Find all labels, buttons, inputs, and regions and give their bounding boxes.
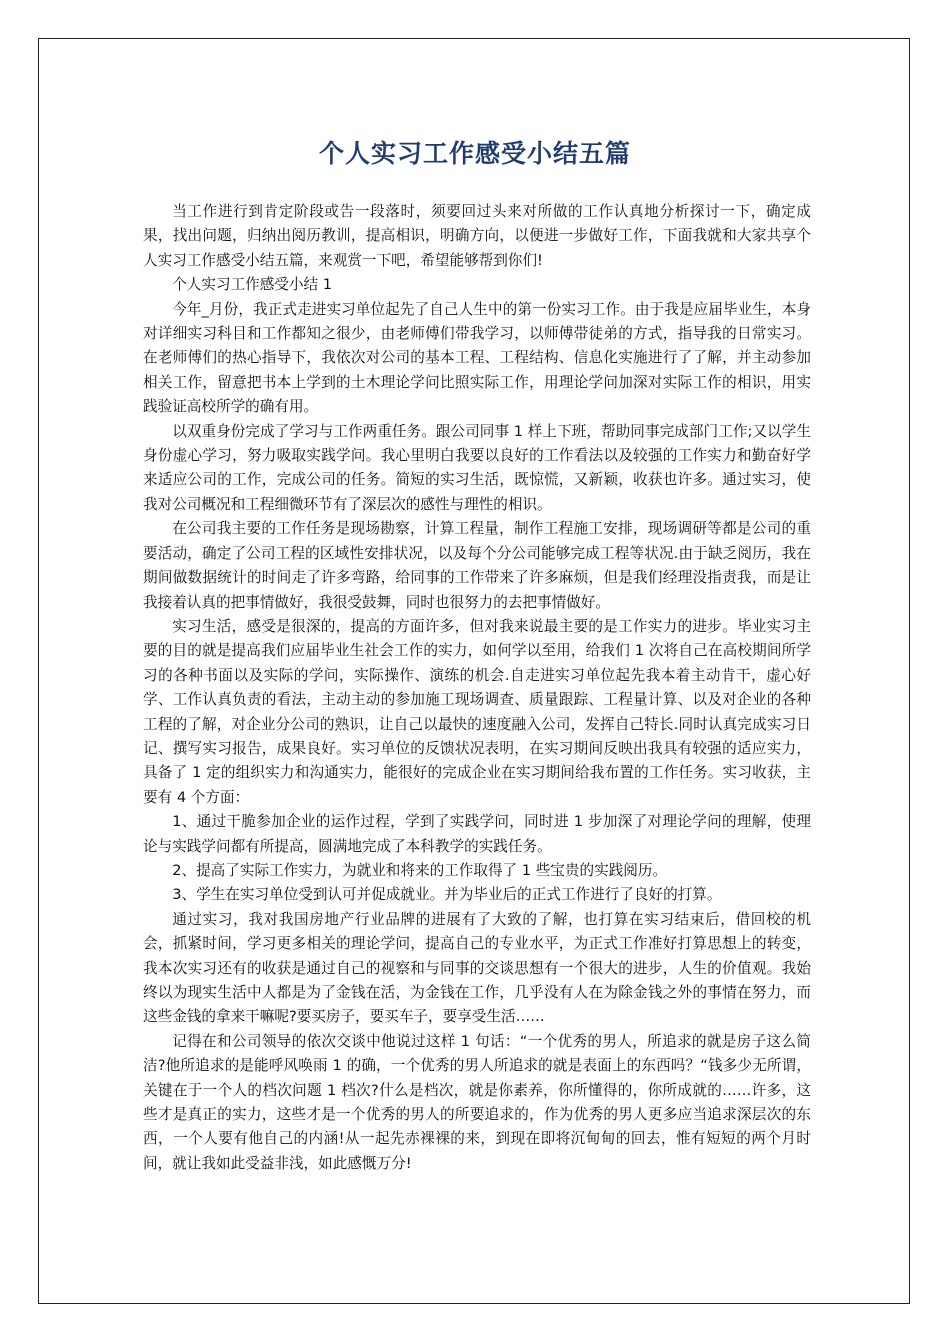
document-body	[143, 200, 811, 1176]
paragraph: 今年_月份，我正式走进实习单位起先了自己人生中的第一份实习工作。由于我是应届毕业生，本身对详细实习科目和工作都知之很少，由老师傅们带我学习，以师傅带徒弟的方式，指导我的日常实习。在老师傅们的热心指导下，我依次对公司的基本工程、工程结构、信息化实施进行了了解，并主动参加相关工作，留意把书本上学到的土木理论学问比照实际工作，用理论学问加深对实际工作的相识，用实践验证高校所学的确有用。	[143, 300, 811, 416]
document-title: 个人实习工作感受小结五篇	[318, 139, 631, 168]
section-heading: 个人实习工作感受小结 1	[172, 276, 333, 294]
list-item: 2、提高了实际工作实力，为就业和将来的工作取得了 1 些宝贵的实践阅历。	[172, 861, 668, 879]
paragraph: 记得在和公司领导的依次交谈中他说过这样 1 句话：“一个优秀的男人，所追求的就是房子这么简洁?他所追求的是能呼风唤雨 1 的确，一个优秀的男人所追求的就是表面上的东西吗？“钱多少无所谓，关键在于一个人的档次问题 1 档次?什么是档次，就是你素养，你所懂得的，你所成就的……许多，这些才是真正的实力，这些才是一个优秀的男人的所要追求的，作为优秀的男人更多应当追求深层次的东西，一个人要有他自己的内涵!从一起先赤裸裸的来，到现在即将沉甸甸的回去，惟有短短的两个月时间，就让我如此受益非浅，如此感慨万分!	[143, 1032, 811, 1172]
list-item: 1、通过干脆参加企业的运作过程，学到了实践学问，同时进 1 步加深了对理论学问的理解，使理论与实践学问都有所提高，圆满地完成了本科教学的实践任务。	[143, 813, 811, 855]
paragraph: 实习生活，感受是很深的，提高的方面许多，但对我来说最主要的是工作实力的进步。毕业实习主要的目的就是提高我们应届毕业生社会工作的实力，如何学以至用，给我们 1 次将自己在高校期间所学习的各种书面以及实际的学问，实际操作、演练的机会.自走进实习单位起先我本着主动肯干，虚心好学、工作认真负责的看法，主动主动的参加施工现场调查、质量跟踪、工程量计算、以及对企业的各种工程的了解，对企业分公司的熟识，让自己以最快的速度融入公司，发挥自己特长.同时认真完成实习日记、撰写实习报告，成果良好。实习单位的反馈状况表明，在实习期间反映出我具有较强的适应实力，具备了 1 定的组织实力和沟通实力，能很好的完成企业在实习期间给我布置的工作任务。实习收获，主要有 4 个方面：	[143, 617, 811, 806]
paragraph: 通过实习，我对我国房地产行业品牌的进展有了大致的了解，也打算在实习结束后，借回校的机会，抓紧时间，学习更多相关的理论学问，提高自己的专业水平，为正式工作准好打算思想上的转变，我本次实习还有的收获是通过自己的视察和与同事的交谈思想有一个很大的进步，人生的价值观。我始终以为现实生活中人都是为了金钱在活，为金钱在工作，几乎没有人在为除金钱之外的事情在努力，而这些金钱的拿来干嘛呢?要买房子，要买车子，要享受生活……	[143, 910, 811, 1026]
paragraph: 在公司我主要的工作任务是现场勘察，计算工程量，制作工程施工安排，现场调研等都是公司的重要活动，确定了公司工程的区域性安排状况，以及每个分公司能够完成工程等状况.由于缺乏阅历，我在期间做数据统计的时间走了许多弯路，给同事的工作带来了许多麻烦，但是我们经理没指责我，而是让我接着认真的把事情做好，我很受鼓舞，同时也很努力的去把事情做好。	[143, 520, 811, 611]
list-item: 3、学生在实习单位受到认可并促成就业。并为毕业后的正式工作进行了良好的打算。	[172, 886, 722, 904]
paragraph: 以双重身份完成了学习与工作两重任务。跟公司同事 1 样上下班，帮助同事完成部门工作;又以学生身份虚心学习，努力吸取实践学问。我心里明白我要以良好的工作看法以及较强的工作实力和勤奋好学来适应公司的工作，完成公司的任务。简短的实习生活，既惊慌，又新颖，收获也许多。通过实习，使我对公司概况和工程细微环节有了深层次的感性与理性的相识。	[143, 422, 811, 513]
paragraph-intro: 当工作进行到肯定阶段或告一段落时，须要回过头来对所做的工作认真地分析探讨一下，确定成果，找出问题，归纳出阅历教训，提高相识，明确方向，以便进一步做好工作，下面我就和大家共享个人实习工作感受小结五篇，来观赏一下吧，希望能够帮到你们!	[143, 203, 811, 269]
